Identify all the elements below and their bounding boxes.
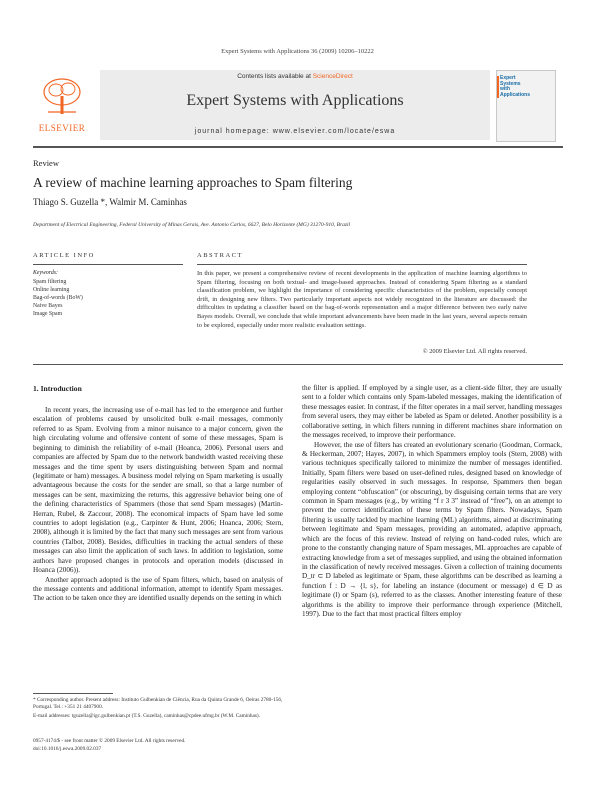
cover-title	[500, 76, 540, 98]
footnote-rule	[33, 693, 113, 694]
cover-line: Systems	[500, 80, 521, 87]
body-paragraph: However, the use of filters has created an evolutionary scenario (Goodman, Cormack, & Heckerman, 2007; Hayes, 2007), in which Spammers employ tools (Stern, 2008) with various techniques specifically tailored to minimize the number of messages identified. Initially, Spam filters were based on user-defined rules, designed based on knowledge of regularities easily observed in such messages. In response, Spammers then began employing content “obfuscation” (or obscuring), by disguising certain terms that are very common in Spam messages (e.g., by writing “f r 3 3” instead of “free”), on an attempt to prevent the correct identification of these terms by Spam filters. Nowadays, Spam filtering is usually tackled by machine learning (ML) algorithms, aimed at discriminating between legitimate and Spam messages, providing an automated, adaptive approach, which are the focus of this review. Instead of relying on hand-coded rules, which are prone to the constantly changing nature of Spam messages, ML approaches are capable of extracting knowledge from a set of messages supplied, and using the obtained information in the classification of newly received messages. Given a collection of training documents D_tr ⊂ D labeled as legitimate or Spam, these algorithms can be described as learning a function f : D → {l, s}, for labeling an instance (document or message) d ∈ D as legitimate (l) or Spam (s), referred to as the classes. Another interesting feature of these algorithms is the ability to improve their performance through experience (Mitchell, 1997). Due to the fact that most practical filters employ	[302, 440, 562, 619]
keyword-item: Bag-of-words (BoW)	[33, 295, 83, 301]
keyword-item: Image Spam	[33, 311, 63, 317]
section-heading-introduction: 1. Introduction	[33, 384, 82, 393]
header-divider	[33, 146, 563, 148]
keyword-item: Spam filtering	[33, 279, 67, 285]
body-paragraph: Another approach adopted is the use of Spam filters, which, based on analysis of the message contents and additional information, attempt to identify Spam messages. The action to be taken once they are identified usually depends on the setting in which	[33, 575, 283, 603]
article-title: A review of machine learning approaches to Spam filtering	[33, 175, 353, 190]
journal-title: Expert Systems with Applications	[186, 92, 404, 109]
corresponding-author-footnote: * Corresponding author. Present address: Instituto Gulbenkian de Ciência, Rua da Quinta Grande 6, Oeiras 2780-156, Portugal. Tel.: +351 21 4407900.	[33, 697, 283, 710]
article-info-heading: ARTICLE INFO	[33, 252, 95, 259]
contents-available-line	[100, 73, 490, 80]
copyright-line: © 2009 Elsevier Ltd. All rights reserved.	[422, 348, 527, 355]
left-column	[33, 406, 283, 604]
journal-homepage[interactable]: journal homepage: www.elsevier.com/locate/eswa	[194, 128, 396, 135]
journal-citation: Expert Systems with Applications 36 (2009) 10206–10222	[221, 48, 374, 55]
author-affiliation: Department of Electrical Engineering, Federal University of Minas Gerais, Ave. Antonio Carlos, 6627, Belo Horizonte (MG) 31270-910, Brazil	[33, 222, 351, 228]
article-authors: Thiago S. Guzella *, Walmir M. Caminhas	[33, 197, 187, 207]
abstract-heading: ABSTRACT	[197, 252, 243, 259]
body-paragraph: In recent years, the increasing use of e-mail has led to the emergence and further escalation of problems caused by unsolicited bulk e-mail messages, commonly referred to as Spam. Evolving from a minor nuisance to a major concern, given the high circulating volume and offensive content of some of these messages, Spam is beginning to diminish the reliability of e-mail (Hoanca, 2006). Personal users and companies are affected by Spam due to the network bandwidth wasted receiving these messages and the time spent by users distinguishing between Spam and normal (legitimate or ham) messages. A business model relying on Spam marketing is usually advantageous because the costs for the sender are small, so that a large number of messages can be sent, maximizing the returns, this aggressive behavior being one of the defining characteristics of Spammers (those that send Spam messages) (Martin-Herran, Rubel, & Zaccour, 2008). The economical impacts of Spam have led some countries to adopt legislation (e.g., Carpinter & Hunt, 2006; Hoanca, 2006; Stern, 2008), although it is limited by the fact that many such messages are sent from various countries (Talbot, 2008). Besides, difficulties in tracking the actual senders of these messages can also limit the application of such laws. In addition to legislation, some authors have proposed changes in protocols and operation models (discussed in Hoanca (2006)).	[33, 406, 283, 575]
body-paragraph: the filter is applied. If employed by a single user, as a client-side filter, they are usually sent to a folder which contains only Spam-labeled messages, making the identification of these messages easier. In contrast, if the filter operates in a mail server, handling messages from several users, they may either be labeled as Spam or deleted. Another possibility is a collaborative setting, in which filters running in different machines share information on the messages received, to improve their performance.	[302, 384, 562, 440]
elsevier-tree-icon	[40, 76, 84, 116]
abstract-bottom-rule	[33, 364, 563, 365]
cover-stripe	[497, 76, 499, 98]
issn-line: 0957-4174/$ - see front matter © 2009 Elsevier Ltd. All rights reserved.	[33, 738, 186, 744]
contents-prefix: Contents lists available at	[237, 73, 313, 80]
publisher-logo-text: ELSEVIER	[38, 123, 86, 133]
right-column	[302, 384, 562, 620]
sciencedirect-link[interactable]: ScienceDirect	[312, 73, 353, 80]
abstract-rule	[197, 264, 527, 265]
cover-line: with	[500, 86, 510, 92]
article-section-type: Review	[33, 158, 59, 168]
abstract-text: In this paper, we present a comprehensive review of recent developments in the application of machine learning algorithms to Spam filtering, focusing on both textual- and image-based approaches. Instead of considering Spam filtering as a standard classification problem, we highlight the importance of considering specific characteristics of the problem, especially concept drift, in designing new filters. Two particularly important aspects not widely recognized in the literature are discussed: the difficulties in updating a classifier based on the bag-of-words representation and a major difference between two early naive Bayes models. Overall, we conclude that while important advancements have been made in the last years, several aspects remain to be explored, especially under more realistic evaluation settings.	[197, 270, 527, 329]
email-footnote: E-mail addresses: tguzella@igc.gulbenkian.pt (T.S. Guzella), caminhas@cpdee.ufmg.br (W.M. Caminhas).	[33, 713, 261, 719]
keyword-item: Naive Bayes	[33, 303, 63, 309]
cover-line: Expert	[500, 75, 516, 81]
keywords-label: Keywords:	[33, 270, 58, 276]
doi-link[interactable]: doi:10.1016/j.eswa.2009.02.037	[33, 746, 102, 752]
info-rule	[33, 264, 183, 265]
keyword-item: Online learning	[33, 287, 70, 293]
cover-line: Applications	[500, 91, 531, 98]
